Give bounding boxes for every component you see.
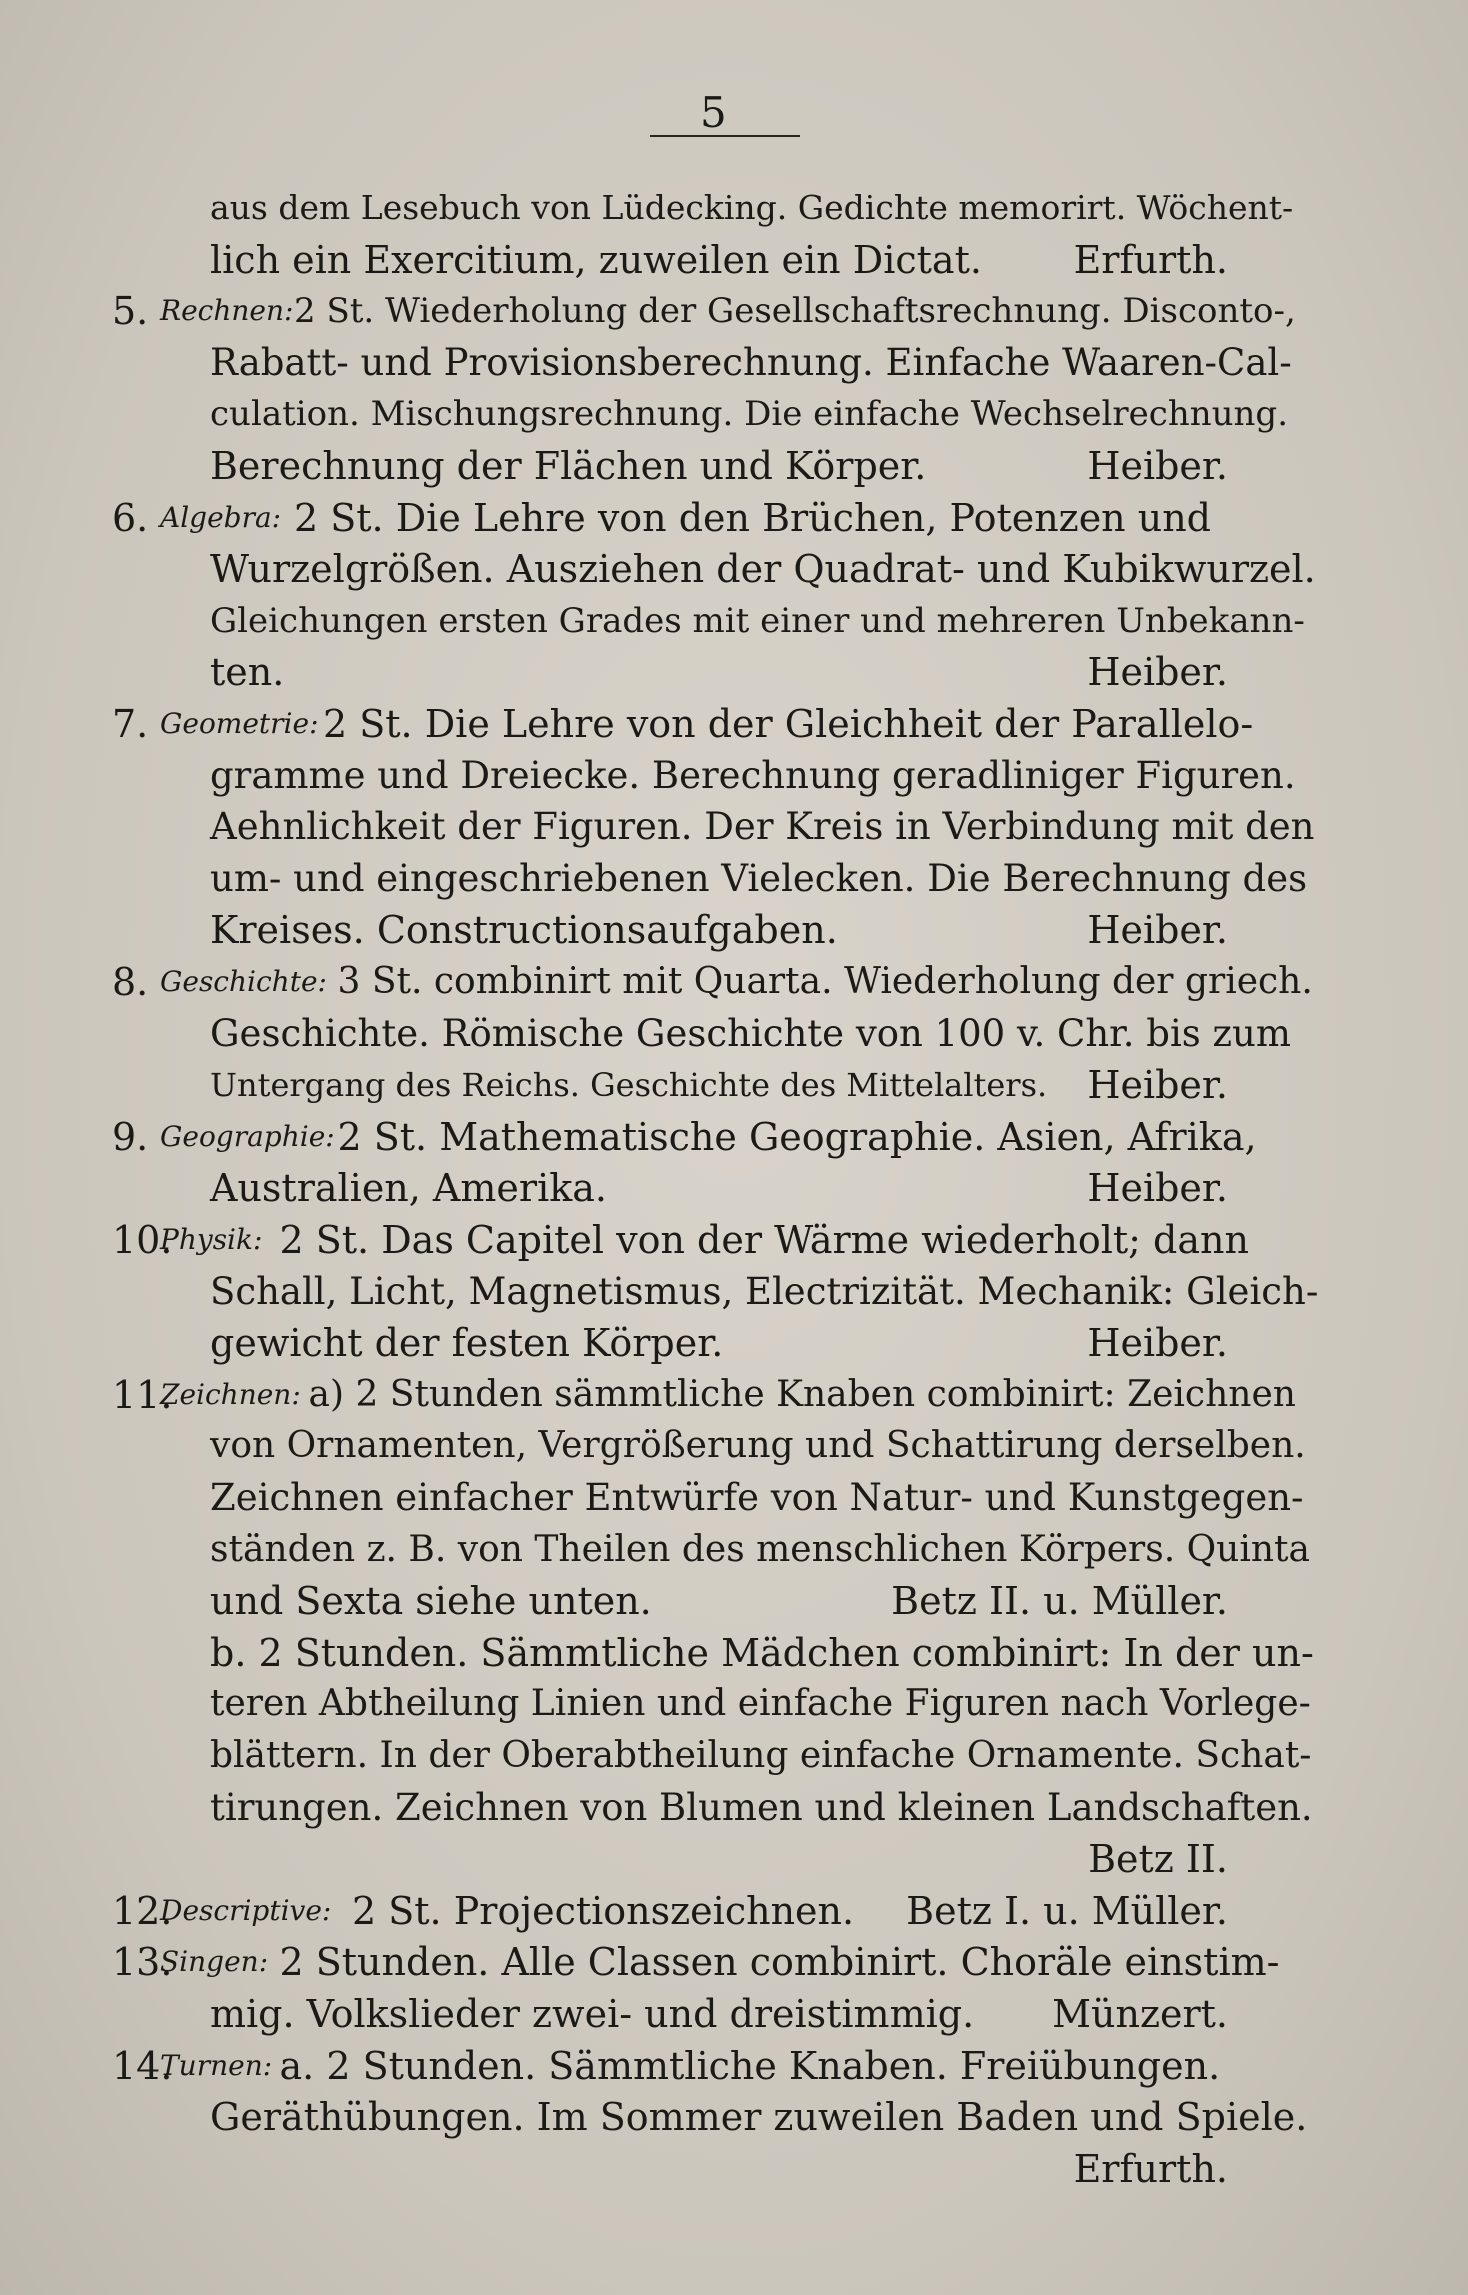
text-line	[0, 386, 1468, 442]
text-line	[0, 1057, 1468, 1113]
line-text: 2 St. Die Lehre von den Brüchen, Potenzen und	[294, 495, 1212, 540]
line-text: Berechnung der Flächen und Körper.	[210, 444, 927, 488]
line-text: Schall, Licht, Magnetismus, Electrizität. Mechanik: Gleich-	[210, 1269, 1319, 1313]
text-line	[0, 644, 1468, 700]
teacher-name: Betz II. u. Müller.	[891, 1579, 1228, 1624]
line-text: tirungen. Zeichnen von Blumen und kleinen Landschaften.	[210, 1785, 1313, 1829]
line-text: 2 St. Das Capitel von der Wärme wiederholt; dann	[279, 1218, 1249, 1262]
text-line	[0, 1212, 1468, 1268]
section-subject: Physik:	[160, 1223, 263, 1256]
text-line	[0, 1522, 1468, 1578]
text-line	[0, 1728, 1468, 1784]
line-text: Kreises. Constructionsaufgaben.	[210, 908, 838, 953]
line-text: aus dem Lesebuch von Lüdecking. Gedichte memorirt. Wöchent-	[210, 188, 1294, 227]
section-number: 14.	[112, 2043, 173, 2088]
text-line	[0, 438, 1468, 494]
text-line	[0, 2141, 1468, 2197]
section-subject: Turnen:	[160, 2048, 273, 2082]
line-text: ten.	[210, 650, 285, 695]
section-number: 9.	[112, 1114, 149, 1159]
section-subject: Geographie:	[160, 1119, 335, 1153]
line-text: Zeichnen einfacher Entwürfe von Natur- und Kunstgegen-	[210, 1476, 1304, 1519]
text-line	[0, 954, 1468, 1010]
line-text: b. 2 Stunden. Sämmtliche Mädchen combinirt: In der un-	[210, 1630, 1314, 1675]
section-subject: Geschichte:	[160, 965, 327, 998]
text-line	[0, 335, 1468, 391]
text-line	[0, 180, 1468, 236]
text-line	[0, 1367, 1468, 1423]
line-text: um- und eingeschriebenen Vielecken. Die Berechnung des	[210, 856, 1308, 900]
line-text: 2 Stunden. Alle Classen combinirt. Choräle einstim-	[279, 1940, 1280, 1985]
text-line	[0, 1006, 1468, 1062]
line-text: Untergang des Reichs. Geschichte des Mittelalters.	[210, 1066, 1048, 1105]
section-number: 6.	[112, 495, 149, 540]
page-number-rule	[650, 135, 800, 137]
line-text: mig. Volkslieder zwei- und dreistimmig.	[210, 1992, 975, 2036]
line-text: ständen z. B. von Theilen des menschlichen Körpers. Quinta	[210, 1528, 1310, 1570]
line-text: a. 2 Stunden. Sämmtliche Knaben. Freiübungen.	[279, 2043, 1221, 2088]
page-number: 5	[700, 88, 727, 137]
line-text: 2 St. Wiederholung der Gesellschaftsrechnung. Disconto-,	[294, 291, 1296, 332]
teacher-name: Heiber.	[1087, 1063, 1228, 1108]
line-text: lich ein Exercitium, zuweilen ein Dictat.	[210, 237, 982, 282]
teacher-name: Heiber.	[1087, 650, 1228, 695]
section-subject: Descriptive:	[160, 1893, 332, 1927]
teacher-name: Erfurth.	[1073, 2146, 1228, 2191]
text-line	[0, 1470, 1468, 1526]
section-number: 11.	[112, 1372, 173, 1417]
section-number: 12.	[112, 1888, 173, 1933]
line-text: Australien, Amerika.	[210, 1166, 607, 1211]
text-line	[0, 2038, 1468, 2094]
text-line	[0, 490, 1468, 546]
teacher-name: Heiber.	[1087, 444, 1228, 488]
text-line	[0, 1780, 1468, 1836]
line-text: blättern. In der Oberabtheilung einfache Ornamente. Schat-	[210, 1735, 1312, 1776]
line-text: a) 2 Stunden sämmtliche Knaben combinirt: Zeichnen	[308, 1373, 1296, 1415]
line-text: von Ornamenten, Vergrößerung und Schattirung derselben.	[210, 1425, 1306, 1467]
teacher-name: Münzert.	[1052, 1992, 1228, 2036]
line-text: Wurzelgrößen. Ausziehen der Quadrat- und Kubikwurzel.	[210, 547, 1316, 592]
text-line	[0, 1883, 1468, 1939]
line-text: und Sexta siehe unten.	[210, 1579, 652, 1624]
section-number: 13.	[112, 1940, 173, 1985]
text-line	[0, 1160, 1468, 1216]
text-line	[0, 748, 1468, 804]
line-text: 2 St. Die Lehre von der Gleichheit der Parallelo-	[323, 702, 1254, 746]
text-line	[0, 232, 1468, 288]
text-line	[0, 283, 1468, 339]
text-line	[0, 1573, 1468, 1629]
text-line	[0, 799, 1468, 855]
line-text: culation. Mischungsrechnung. Die einfache Wechselrechnung.	[210, 394, 1289, 435]
teacher-name: Erfurth.	[1073, 237, 1228, 282]
line-text: teren Abtheilung Linien und einfache Figuren nach Vorlege-	[210, 1683, 1311, 1725]
section-number: 7.	[112, 702, 149, 746]
text-line	[0, 1934, 1468, 1990]
text-line	[0, 541, 1468, 597]
line-text: gramme und Dreiecke. Berechnung geradliniger Figuren.	[210, 753, 1296, 797]
text-line	[0, 902, 1468, 958]
section-subject: Geometrie:	[160, 707, 319, 740]
text-line	[0, 1986, 1468, 2042]
line-text: Geräthübungen. Im Sommer zuweilen Baden und Spiele.	[210, 2095, 1308, 2140]
section-subject: Algebra:	[160, 500, 282, 534]
line-text: Aehnlichkeit der Figuren. Der Kreis in Verbindung mit den	[210, 805, 1315, 849]
line-text: 3 St. combinirt mit Quarta. Wiederholung der griech.	[337, 961, 1313, 1002]
line-text: 2 St. Mathematische Geographie. Asien, Afrika,	[337, 1114, 1257, 1159]
text-line	[0, 1109, 1468, 1165]
text-line	[0, 593, 1468, 649]
text-line	[0, 1315, 1468, 1371]
section-number: 5.	[112, 289, 149, 334]
text-line	[0, 696, 1468, 752]
line-text: gewicht der festen Körper.	[210, 1321, 724, 1366]
section-number: 10.	[112, 1218, 173, 1262]
text-line	[0, 851, 1468, 907]
section-number: 8.	[112, 960, 149, 1004]
text-line	[0, 1831, 1468, 1887]
line-text: 2 St. Projectionszeichnen.	[352, 1888, 855, 1933]
line-text: Geschichte. Römische Geschichte von 100 v. Chr. bis zum	[210, 1011, 1291, 1055]
text-line	[0, 1264, 1468, 1320]
text-line	[0, 1418, 1468, 1474]
line-text: Gleichungen ersten Grades mit einer und mehreren Unbekann-	[210, 600, 1305, 641]
text-line	[0, 1676, 1468, 1732]
teacher-name: Betz I. u. Müller.	[906, 1888, 1228, 1933]
teacher-name: Heiber.	[1087, 1321, 1228, 1366]
section-subject: Zeichnen:	[160, 1377, 301, 1411]
teacher-name: Heiber.	[1087, 1166, 1228, 1211]
section-subject: Rechnen:	[160, 294, 294, 328]
text-line	[0, 1625, 1468, 1681]
teacher-name: Betz II.	[1088, 1837, 1228, 1882]
line-text: Rabatt- und Provisionsberechnung. Einfache Waaren-Cal-	[210, 340, 1292, 384]
text-line	[0, 2089, 1468, 2145]
section-subject: Singen:	[160, 1945, 269, 1979]
teacher-name: Heiber.	[1087, 908, 1228, 953]
